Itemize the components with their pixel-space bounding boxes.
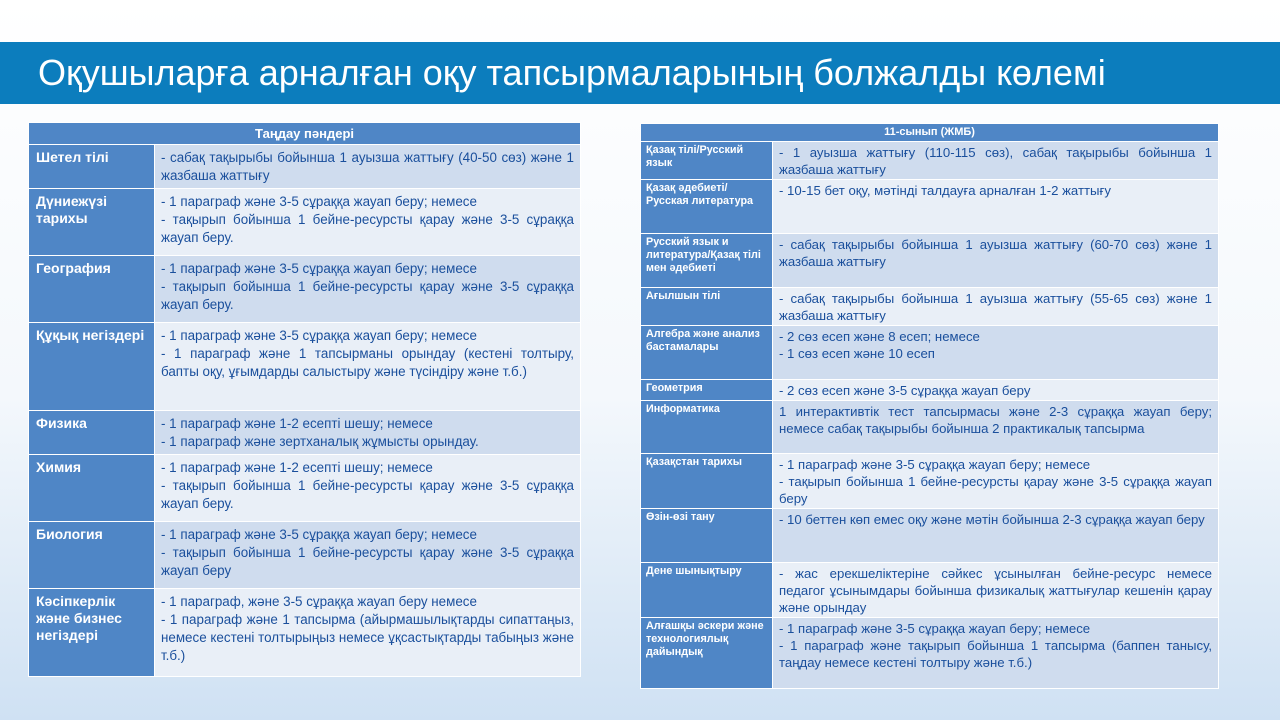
task-description-cell [773, 618, 1219, 689]
task-line: - 1 параграф және зертханалық жұмысты орындау. [161, 434, 479, 449]
table-row [29, 522, 581, 589]
subject-cell: Биология [29, 522, 155, 589]
task-line: - жас ерекшеліктеріне сәйкес ұсынылған бейне-ресурс немесе педагог ұсынымдары бойынша физикалық жаттығулар кешенін қарау және орындау [779, 566, 1213, 615]
task-line: - сабақ тақырыбы бойынша 1 ауызша жаттығу (55-65 сөз) және 1 жазбаша жаттығу [779, 291, 1213, 323]
table-row [641, 509, 1219, 563]
task-description-cell [155, 189, 581, 256]
table-row [641, 380, 1219, 401]
table-row [29, 189, 581, 256]
task-line: - сабақ тақырыбы бойынша 1 ауызша жаттығу (40-50 сөз) және 1 жазбаша жаттығу [161, 150, 574, 183]
task-description-cell [773, 454, 1219, 509]
table-row [641, 234, 1219, 288]
task-line: - 2 сөз есеп және 8 есеп; немесе [779, 329, 980, 344]
task-line: - тақырып бойынша 1 бейне-ресурсты қарау және 3-5 сұраққа жауап беру [779, 474, 1213, 506]
table-row [29, 256, 581, 323]
task-line: - 1 параграф және 3-5 сұраққа жауап беру; немесе [161, 527, 477, 542]
subject-cell: Шетел тілі [29, 145, 155, 189]
table-row [29, 411, 581, 455]
task-description-cell [773, 234, 1219, 288]
title-bar [0, 42, 1280, 104]
table-row [641, 401, 1219, 454]
subject-cell: Өзін-өзі тану [641, 509, 773, 563]
subject-cell: Қазақ тілі/Русский язык [641, 142, 773, 180]
task-description-cell [773, 380, 1219, 401]
table-row [641, 454, 1219, 509]
task-description-cell [773, 180, 1219, 234]
elective-subjects-table [28, 122, 581, 677]
subject-cell: География [29, 256, 155, 323]
subject-cell: Русский язык и литература/Қазақ тілі мен әдебиеті [641, 234, 773, 288]
table-row [641, 180, 1219, 234]
table-row [641, 563, 1219, 618]
task-description-cell [773, 509, 1219, 563]
task-line: - тақырып бойынша 1 бейне-ресурсты қарау және 3-5 сұраққа жауап беру. [161, 212, 574, 245]
subject-cell: Қазақ әдебиеті/Русская литература [641, 180, 773, 234]
subject-cell: Информатика [641, 401, 773, 454]
table-row [641, 142, 1219, 180]
task-line: - 1 параграф және 1-2 есепті шешу; немесе [161, 416, 433, 431]
task-line: - 10 беттен көп емес оқу және мәтін бойынша 2-3 сұраққа жауап беру [779, 512, 1205, 527]
task-line: - 1 параграф және тақырып бойынша 1 тапсырма (баппен танысу, таңдау немесе кестені толтыру және т.б.) [779, 638, 1213, 670]
task-line: - 1 параграф және 3-5 сұраққа жауап беру; немесе [779, 621, 1091, 636]
subject-cell: Құқық негіздері [29, 323, 155, 411]
task-line: - 2 сөз есеп және 3-5 сұраққа жауап беру [779, 383, 1031, 398]
slide-title: Оқушыларға арналған оқу тапсырмаларының болжалды көлемі [38, 52, 1106, 93]
subject-cell: Ағылшын тілі [641, 288, 773, 326]
subject-cell: Дене шынықтыру [641, 563, 773, 618]
table-header: Таңдау пәндері [29, 123, 581, 145]
task-description-cell [773, 288, 1219, 326]
task-description-cell [155, 522, 581, 589]
subject-cell: Физика [29, 411, 155, 455]
task-description-cell [773, 142, 1219, 180]
table-row [29, 145, 581, 189]
task-line: - 1 сөз есеп және 10 есеп [779, 346, 935, 361]
task-line: - 1 параграф және 3-5 сұраққа жауап беру; немесе [161, 328, 477, 343]
grade11-subjects-table [640, 123, 1219, 689]
subject-cell: Дүниежүзі тарихы [29, 189, 155, 256]
task-line: - 1 параграф және 1 тапсырманы орындау (кестені толтыру, бапты оқу, ұғымдарды салыстыру және түсіндіру және т.б.) [161, 346, 574, 379]
task-line: - 1 параграф және 3-5 сұраққа жауап беру; немесе [161, 194, 477, 209]
task-line: - сабақ тақырыбы бойынша 1 ауызша жаттығу (60-70 сөз) және 1 жазбаша жаттығу [779, 237, 1213, 269]
task-line: - 1 параграф және 1 тапсырма (айырмашылықтарды сипаттаңыз, немесе кестені толтырыңыз немесе ұқсастықтарды табыңыз және т.б.) [161, 612, 574, 663]
subject-cell: Қазақстан тарихы [641, 454, 773, 509]
task-description-cell [155, 411, 581, 455]
table-row [29, 323, 581, 411]
subject-cell: Химия [29, 455, 155, 522]
table-body [641, 142, 1219, 689]
table-body [29, 145, 581, 677]
task-line: - 10-15 бет оқу, мәтінді талдауға арналған 1-2 жаттығу [779, 183, 1111, 198]
table-row [641, 618, 1219, 689]
task-line: - тақырып бойынша 1 бейне-ресурсты қарау және 3-5 сұраққа жауап беру [161, 545, 574, 578]
subject-cell: Геометрия [641, 380, 773, 401]
task-description-cell [155, 455, 581, 522]
task-description-cell [773, 401, 1219, 454]
task-line: - 1 ауызша жаттығу (110-115 сөз), сабақ тақырыбы бойынша 1 жазбаша жаттығу [779, 145, 1213, 177]
subject-cell: Кәсіпкерлік және бизнес негіздері [29, 589, 155, 677]
task-line: 1 интерактивтік тест тапсырмасы және 2-3 сұраққа жауап беру; немесе сабақ тақырыбы бойынша 2 практикалық тапсырма [779, 404, 1213, 436]
task-description-cell [155, 145, 581, 189]
subject-cell: Алғашқы әскери және технологиялық дайындық [641, 618, 773, 689]
table-header: 11-сынып (ЖМБ) [641, 124, 1219, 142]
table-row [29, 589, 581, 677]
task-line: - 1 параграф және 1-2 есепті шешу; немесе [161, 460, 433, 475]
task-line: - 1 параграф және 3-5 сұраққа жауап беру; немесе [779, 457, 1091, 472]
task-description-cell [155, 323, 581, 411]
table-row [641, 288, 1219, 326]
task-description-cell [155, 256, 581, 323]
table-row [29, 455, 581, 522]
task-line: - тақырып бойынша 1 бейне-ресурсты қарау және 3-5 сұраққа жауап беру. [161, 279, 574, 312]
task-line: - 1 параграф және 3-5 сұраққа жауап беру; немесе [161, 261, 477, 276]
task-line: - тақырып бойынша 1 бейне-ресурсты қарау және 3-5 сұраққа жауап беру. [161, 478, 574, 511]
task-description-cell [773, 563, 1219, 618]
table-row [641, 326, 1219, 380]
task-line: - 1 параграф, және 3-5 сұраққа жауап беру немесе [161, 594, 477, 609]
subject-cell: Алгебра және анализ бастамалары [641, 326, 773, 380]
task-description-cell [773, 326, 1219, 380]
task-description-cell [155, 589, 581, 677]
